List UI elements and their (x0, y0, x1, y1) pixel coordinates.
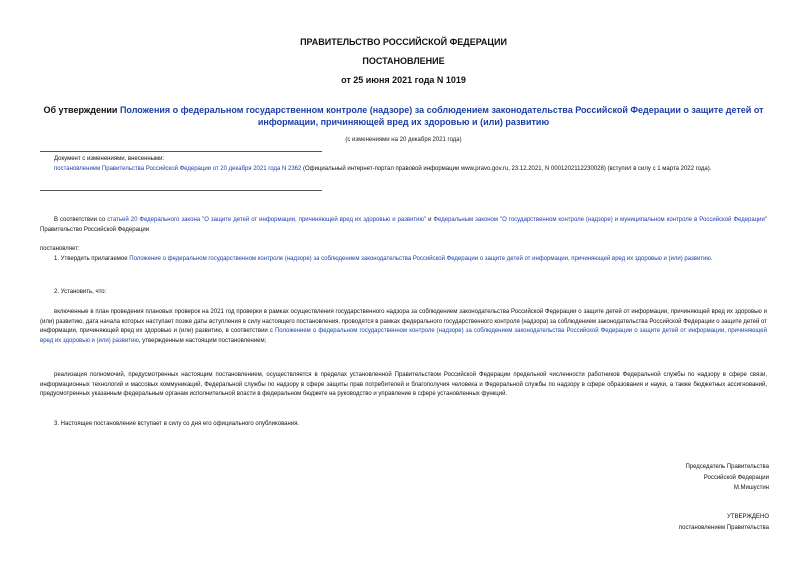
subparagraph-1-regulation-link[interactable]: Положением о федеральном государственном контроле (надзоре) за соблюдением законодательства Российской Федерации о защите детей от информации, причиняющей вред их здоровью и (или) развитию (40, 328, 767, 344)
signature-country: Российской Федерации (703, 474, 769, 481)
approval-title: УТВЕРЖДЕНО (726, 514, 769, 520)
item-1-pre: 1. Утвердить прилагаемое (54, 256, 130, 262)
document-title (40, 104, 767, 128)
title-prefix: Об утверждении (43, 105, 120, 115)
approval-block (679, 512, 769, 533)
divider-top (40, 151, 322, 152)
basis-article-link[interactable]: статьей 20 Федерального закона "О защите детей от информации, причиняющей вред их здоровью и развитию" (107, 217, 427, 223)
item-1-post: . (710, 256, 713, 262)
changes-label: Документ с изменениями, внесенными: (54, 156, 165, 162)
approval-source: постановлением Правительства (678, 524, 769, 531)
signature-name: М.Мишустин (733, 485, 769, 491)
subparagraph-1-post: , утвержденным настоящим постановлением; (138, 337, 267, 344)
basis-paragraph (40, 216, 767, 235)
changes-source: (Официальный интернет-портал правовой информации www.pravo.gov.ru, 23.12.2021, N 0001202112230028) (вступил в силу с 1 марта 2022 года). (301, 165, 712, 172)
signature-block (685, 462, 769, 494)
item-3: 3. Настоящее постановление вступает в силу со дня его официального опубликования. (54, 421, 300, 427)
document-type: ПОСТАНОВЛЕНИЕ (362, 56, 445, 66)
basis-pre: В соответствии со (54, 217, 108, 223)
divider-bottom (40, 190, 322, 191)
item-1 (40, 255, 767, 265)
signature-position: Председатель Правительства (685, 464, 769, 470)
item-2: 2. Установить, что: (54, 289, 107, 295)
basis-post: Правительство Российской Федерации (40, 226, 150, 233)
basis-mid: и (426, 217, 434, 223)
document-date-number: от 25 июня 2021 года N 1019 (341, 75, 466, 85)
title-regulation-link[interactable]: Положения о федеральном государственном контроле (надзоре) за соблюдением законодательства Российской Федерации о защите детей от информации, причиняющей вред их здоровью и (или) развитию (119, 105, 764, 127)
decree-word: постановляет: (40, 246, 80, 252)
changes-block (54, 155, 769, 174)
changes-decree-link[interactable]: постановлением Правительства Российской Федерации от 20 декабря 2021 года N 2362 (54, 165, 302, 172)
amendment-note: (с изменениями на 20 декабря 2021 года) (345, 137, 462, 143)
issuing-authority: ПРАВИТЕЛЬСТВО РОССИЙСКОЙ ФЕДЕРАЦИИ (300, 37, 507, 47)
item-1-regulation-link[interactable]: Положение о федеральном государственном контроле (надзоре) за соблюдением законодательства Российской Федерации о защите детей от информации, причиняющей вред их здоровью и (или) развитию (129, 256, 711, 262)
subparagraph-1-pre: включенные в план проведения плановых проверок на 2021 год проверки в рамках осуществления государственного надзора за соблюдением законодательства Российской Федерации о защите детей от информации, причиняющей вред их здоровью и (или) развитию, дата начала которых наступает позже даты вступления в силу настоящего постановления, проводятся в рамках федерального государственного контроля (надзора) за соблюдением законодательства Российской Федерации о защите детей от информации, причиняющей вред их здоровью и (или) развитию, в соответствии с (40, 309, 767, 335)
basis-law-link[interactable]: Федеральным законом "О государственном контроле (надзоре) и муниципальном контроле в Российской Федерации" (433, 217, 767, 223)
changes-text (54, 165, 769, 175)
item-2-subparagraph-1 (40, 308, 767, 346)
item-2-subparagraph-2: реализация полномочий, предусмотренных настоящим постановлением, осуществляется в пределах установленной Правительством Российской Федерации предельной численности работников Федеральной службы по надзору в сфере связи, информационных технологий и массовых коммуникаций, Федеральной службы по надзору в сфере защиты прав потребителей и благополучия человека и Федеральной службы по надзору в сфере образования и науки, а также бюджетных ассигнований, предусмотренных указанным федеральным органам исполнительной власти в федеральном бюджете на руководство и управление в сфере установленных функций. (40, 372, 767, 398)
